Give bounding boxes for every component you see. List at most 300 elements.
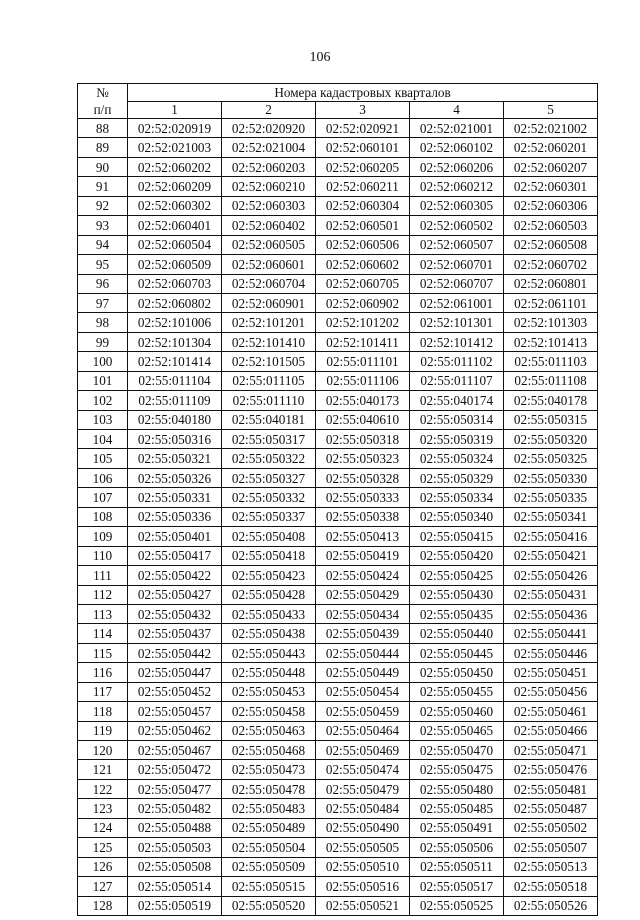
cadastral-number-cell: 02:55:050459 (316, 702, 410, 721)
cadastral-number-cell: 02:52:101006 (128, 313, 222, 332)
cadastral-number-cell: 02:55:050460 (410, 702, 504, 721)
cadastral-number-cell: 02:55:050469 (316, 741, 410, 760)
cadastral-number-cell: 02:55:050471 (504, 741, 598, 760)
table-row (78, 760, 598, 779)
cadastral-number-cell: 02:52:060102 (410, 138, 504, 157)
cadastral-number-cell: 02:55:050508 (128, 857, 222, 876)
cadastral-number-cell: 02:55:050432 (128, 604, 222, 623)
row-number-cell: 88 (78, 119, 128, 138)
table-row (78, 293, 598, 312)
cadastral-number-cell: 02:52:020919 (128, 119, 222, 138)
cadastral-number-cell: 02:55:011109 (128, 391, 222, 410)
cadastral-number-cell: 02:55:050320 (504, 430, 598, 449)
cadastral-number-cell: 02:55:040610 (316, 410, 410, 429)
cadastral-number-cell: 02:55:050340 (410, 507, 504, 526)
table-row (78, 624, 598, 643)
cadastral-number-cell: 02:55:050519 (128, 896, 222, 915)
cadastral-number-cell: 02:52:060304 (316, 196, 410, 215)
table-row (78, 449, 598, 468)
cadastral-number-cell: 02:55:050507 (504, 838, 598, 857)
cadastral-number-cell: 02:55:050431 (504, 585, 598, 604)
cadastral-number-cell: 02:52:060207 (504, 157, 598, 176)
table-row (78, 235, 598, 254)
cadastral-number-cell: 02:55:050491 (410, 818, 504, 837)
row-number-cell: 109 (78, 527, 128, 546)
table-row (78, 119, 598, 138)
table-header (78, 84, 598, 119)
cadastral-number-cell: 02:52:021001 (410, 119, 504, 138)
cadastral-number-cell: 02:55:050484 (316, 799, 410, 818)
cadastral-number-cell: 02:52:060802 (128, 293, 222, 312)
cadastral-number-cell: 02:55:050433 (222, 604, 316, 623)
cadastral-number-cell: 02:52:060704 (222, 274, 316, 293)
cadastral-number-cell: 02:55:050461 (504, 702, 598, 721)
table-row (78, 138, 598, 157)
cadastral-number-cell: 02:52:101202 (316, 313, 410, 332)
cadastral-number-cell: 02:55:050450 (410, 663, 504, 682)
row-number-cell: 107 (78, 488, 128, 507)
cadastral-number-cell: 02:55:011105 (222, 371, 316, 390)
cadastral-number-cell: 02:55:040178 (504, 391, 598, 410)
cadastral-number-cell: 02:55:011106 (316, 371, 410, 390)
cadastral-number-cell: 02:55:050485 (410, 799, 504, 818)
cadastral-number-cell: 02:55:050314 (410, 410, 504, 429)
table-row (78, 274, 598, 293)
row-number-cell: 118 (78, 702, 128, 721)
cadastral-number-cell: 02:55:050325 (504, 449, 598, 468)
table-row (78, 371, 598, 390)
row-number-cell: 96 (78, 274, 128, 293)
cadastral-number-cell: 02:55:050451 (504, 663, 598, 682)
cadastral-number-cell: 02:52:060205 (316, 157, 410, 176)
cadastral-number-cell: 02:55:050421 (504, 546, 598, 565)
cadastral-number-cell: 02:55:050419 (316, 546, 410, 565)
cadastral-number-cell: 02:55:050490 (316, 818, 410, 837)
cadastral-number-cell: 02:55:050503 (128, 838, 222, 857)
cadastral-number-cell: 02:55:050445 (410, 643, 504, 662)
table-row (78, 663, 598, 682)
row-number-cell: 101 (78, 371, 128, 390)
cadastral-number-cell: 02:55:050457 (128, 702, 222, 721)
cadastral-number-cell: 02:55:050505 (316, 838, 410, 857)
cadastral-number-cell: 02:55:050477 (128, 779, 222, 798)
cadastral-number-cell: 02:55:050514 (128, 877, 222, 896)
row-number-cell: 103 (78, 410, 128, 429)
cadastral-number-cell: 02:55:050329 (410, 468, 504, 487)
row-number-cell: 126 (78, 857, 128, 876)
cadastral-number-cell: 02:55:050316 (128, 430, 222, 449)
cadastral-number-cell: 02:55:040173 (316, 391, 410, 410)
cadastral-number-cell: 02:55:050526 (504, 896, 598, 915)
cadastral-number-cell: 02:52:021004 (222, 138, 316, 157)
cadastral-number-cell: 02:55:050418 (222, 546, 316, 565)
row-number-cell: 108 (78, 507, 128, 526)
row-number-cell: 91 (78, 177, 128, 196)
cadastral-number-cell: 02:55:050453 (222, 682, 316, 701)
cadastral-number-cell: 02:55:050336 (128, 507, 222, 526)
row-number-cell: 112 (78, 585, 128, 604)
table-row (78, 896, 598, 915)
cadastral-number-cell: 02:52:020921 (316, 119, 410, 138)
cadastral-number-cell: 02:52:060504 (128, 235, 222, 254)
cadastral-number-cell: 02:55:050424 (316, 566, 410, 585)
cadastral-number-cell: 02:55:050428 (222, 585, 316, 604)
table-row (78, 527, 598, 546)
table-row (78, 702, 598, 721)
cadastral-number-cell: 02:55:011108 (504, 371, 598, 390)
column-header: 5 (504, 102, 598, 119)
cadastral-number-cell: 02:55:011104 (128, 371, 222, 390)
cadastral-number-cell: 02:52:060402 (222, 216, 316, 235)
cadastral-number-cell: 02:52:021003 (128, 138, 222, 157)
cadastral-number-cell: 02:55:050463 (222, 721, 316, 740)
cadastral-number-cell: 02:55:011107 (410, 371, 504, 390)
cadastral-number-cell: 02:55:050337 (222, 507, 316, 526)
cadastral-number-cell: 02:55:050482 (128, 799, 222, 818)
cadastral-number-cell: 02:52:101304 (128, 332, 222, 351)
table-row (78, 721, 598, 740)
cadastral-number-cell: 02:52:060203 (222, 157, 316, 176)
cadastral-number-cell: 02:52:101410 (222, 332, 316, 351)
cadastral-number-cell: 02:55:050331 (128, 488, 222, 507)
cadastral-number-cell: 02:52:060801 (504, 274, 598, 293)
cadastral-number-cell: 02:52:060507 (410, 235, 504, 254)
cadastral-number-cell: 02:55:050434 (316, 604, 410, 623)
cadastral-number-cell: 02:55:050423 (222, 566, 316, 585)
cadastral-number-cell: 02:55:050417 (128, 546, 222, 565)
cadastral-number-cell: 02:55:050327 (222, 468, 316, 487)
cadastral-number-cell: 02:52:060701 (410, 255, 504, 274)
table-row (78, 391, 598, 410)
cadastral-number-cell: 02:52:060302 (128, 196, 222, 215)
cadastral-number-cell: 02:52:060209 (128, 177, 222, 196)
cadastral-number-cell: 02:52:060508 (504, 235, 598, 254)
table-row (78, 877, 598, 896)
table-row (78, 585, 598, 604)
cadastral-number-cell: 02:55:050466 (504, 721, 598, 740)
cadastral-number-cell: 02:55:050427 (128, 585, 222, 604)
cadastral-number-cell: 02:55:050333 (316, 488, 410, 507)
cadastral-number-cell: 02:52:101301 (410, 313, 504, 332)
cadastral-number-cell: 02:55:050324 (410, 449, 504, 468)
cadastral-number-cell: 02:52:060505 (222, 235, 316, 254)
cadastral-number-cell: 02:55:050480 (410, 779, 504, 798)
cadastral-number-cell: 02:52:060210 (222, 177, 316, 196)
cadastral-number-cell: 02:55:050401 (128, 527, 222, 546)
cadastral-number-cell: 02:52:101303 (504, 313, 598, 332)
cadastral-quarters-table (77, 83, 598, 916)
table-row (78, 566, 598, 585)
cadastral-number-cell: 02:55:011110 (222, 391, 316, 410)
table-row (78, 216, 598, 235)
cadastral-number-cell: 02:55:050473 (222, 760, 316, 779)
cadastral-number-cell: 02:55:050479 (316, 779, 410, 798)
cadastral-number-cell: 02:55:050452 (128, 682, 222, 701)
table-row (78, 352, 598, 371)
table-row (78, 857, 598, 876)
row-number-cell: 125 (78, 838, 128, 857)
table-row (78, 488, 598, 507)
cadastral-number-cell: 02:55:040174 (410, 391, 504, 410)
row-number-cell: 90 (78, 157, 128, 176)
cadastral-number-cell: 02:52:060305 (410, 196, 504, 215)
cadastral-number-cell: 02:55:050442 (128, 643, 222, 662)
row-number-header (78, 84, 128, 119)
table-row (78, 255, 598, 274)
cadastral-number-cell: 02:52:101411 (316, 332, 410, 351)
cadastral-number-cell: 02:55:050488 (128, 818, 222, 837)
cadastral-number-cell: 02:55:050321 (128, 449, 222, 468)
row-number-cell: 110 (78, 546, 128, 565)
cadastral-number-cell: 02:55:050478 (222, 779, 316, 798)
row-number-cell: 121 (78, 760, 128, 779)
row-number-cell: 104 (78, 430, 128, 449)
cadastral-number-cell: 02:52:060201 (504, 138, 598, 157)
cadastral-number-cell: 02:52:101413 (504, 332, 598, 351)
cadastral-number-cell: 02:55:050408 (222, 527, 316, 546)
cadastral-number-cell: 02:55:050517 (410, 877, 504, 896)
row-number-cell: 102 (78, 391, 128, 410)
table-row (78, 779, 598, 798)
row-number-cell: 116 (78, 663, 128, 682)
table-row (78, 313, 598, 332)
cadastral-number-cell: 02:55:050326 (128, 468, 222, 487)
cadastral-number-cell: 02:55:050317 (222, 430, 316, 449)
row-number-cell: 105 (78, 449, 128, 468)
cadastral-number-cell: 02:55:050521 (316, 896, 410, 915)
cadastral-number-cell: 02:55:050335 (504, 488, 598, 507)
cadastral-number-cell: 02:55:050413 (316, 527, 410, 546)
cadastral-number-cell: 02:52:060703 (128, 274, 222, 293)
cadastral-number-cell: 02:55:050332 (222, 488, 316, 507)
cadastral-number-cell: 02:52:060503 (504, 216, 598, 235)
table-row (78, 682, 598, 701)
cadastral-number-cell: 02:55:050438 (222, 624, 316, 643)
cadastral-number-cell: 02:55:050430 (410, 585, 504, 604)
cadastral-number-cell: 02:55:050429 (316, 585, 410, 604)
table-row (78, 838, 598, 857)
cadastral-number-cell: 02:55:050322 (222, 449, 316, 468)
cadastral-number-cell: 02:52:060101 (316, 138, 410, 157)
cadastral-number-cell: 02:52:060601 (222, 255, 316, 274)
cadastral-number-cell: 02:55:050462 (128, 721, 222, 740)
table-row (78, 741, 598, 760)
cadastral-number-cell: 02:55:050506 (410, 838, 504, 857)
cadastral-number-cell: 02:55:050440 (410, 624, 504, 643)
cadastral-number-cell: 02:55:050315 (504, 410, 598, 429)
row-number-cell: 127 (78, 877, 128, 896)
cadastral-number-cell: 02:52:060303 (222, 196, 316, 215)
cadastral-number-cell: 02:52:060702 (504, 255, 598, 274)
row-number-cell: 124 (78, 818, 128, 837)
cadastral-number-cell: 02:55:050511 (410, 857, 504, 876)
row-number-cell: 113 (78, 604, 128, 623)
cadastral-number-cell: 02:55:050515 (222, 877, 316, 896)
row-number-cell: 106 (78, 468, 128, 487)
cadastral-number-cell: 02:52:060206 (410, 157, 504, 176)
cadastral-number-cell: 02:55:050502 (504, 818, 598, 837)
cadastral-number-cell: 02:52:060707 (410, 274, 504, 293)
cadastral-number-cell: 02:55:040181 (222, 410, 316, 429)
cadastral-number-cell: 02:55:050330 (504, 468, 598, 487)
cadastral-number-cell: 02:52:101414 (128, 352, 222, 371)
cadastral-number-cell: 02:55:050454 (316, 682, 410, 701)
cadastral-number-cell: 02:55:050426 (504, 566, 598, 585)
page-number: 106 (309, 50, 331, 65)
row-number-cell: 117 (78, 682, 128, 701)
cadastral-number-cell: 02:52:060509 (128, 255, 222, 274)
table-row (78, 332, 598, 351)
cadastral-number-cell: 02:55:050435 (410, 604, 504, 623)
cadastral-number-cell: 02:55:050516 (316, 877, 410, 896)
row-number-cell: 128 (78, 896, 128, 915)
cadastral-number-cell: 02:52:020920 (222, 119, 316, 138)
table-row (78, 410, 598, 429)
cadastral-number-cell: 02:55:050458 (222, 702, 316, 721)
cadastral-number-cell: 02:55:050341 (504, 507, 598, 526)
cadastral-number-cell: 02:55:050416 (504, 527, 598, 546)
cadastral-number-cell: 02:55:050504 (222, 838, 316, 857)
cadastral-number-cell: 02:55:050447 (128, 663, 222, 682)
cadastral-number-cell: 02:52:101201 (222, 313, 316, 332)
row-number-cell: 99 (78, 332, 128, 351)
cadastral-number-cell: 02:55:050510 (316, 857, 410, 876)
column-header: 1 (128, 102, 222, 119)
cadastral-number-cell: 02:55:050465 (410, 721, 504, 740)
row-number-cell: 100 (78, 352, 128, 371)
row-number-cell: 114 (78, 624, 128, 643)
cadastral-number-cell: 02:52:061101 (504, 293, 598, 312)
row-number-header-top: № (96, 85, 109, 100)
table-row (78, 157, 598, 176)
row-number-cell: 97 (78, 293, 128, 312)
cadastral-number-cell: 02:55:050472 (128, 760, 222, 779)
table-row (78, 196, 598, 215)
table-row (78, 546, 598, 565)
cadastral-number-cell: 02:55:050448 (222, 663, 316, 682)
cadastral-number-cell: 02:55:050323 (316, 449, 410, 468)
cadastral-number-cell: 02:55:050525 (410, 896, 504, 915)
cadastral-number-cell: 02:55:050318 (316, 430, 410, 449)
row-number-cell: 92 (78, 196, 128, 215)
cadastral-number-cell: 02:52:060301 (504, 177, 598, 196)
row-number-cell: 122 (78, 779, 128, 798)
cadastral-number-cell: 02:52:061001 (410, 293, 504, 312)
row-number-cell: 111 (78, 566, 128, 585)
cadastral-number-cell: 02:52:060901 (222, 293, 316, 312)
cadastral-number-cell: 02:55:050456 (504, 682, 598, 701)
cadastral-number-cell: 02:55:050513 (504, 857, 598, 876)
cadastral-number-cell: 02:52:101412 (410, 332, 504, 351)
cadastral-number-cell: 02:55:011103 (504, 352, 598, 371)
cadastral-number-cell: 02:55:050319 (410, 430, 504, 449)
cadastral-number-cell: 02:55:050425 (410, 566, 504, 585)
cadastral-number-cell: 02:52:060306 (504, 196, 598, 215)
row-number-cell: 94 (78, 235, 128, 254)
row-number-cell: 98 (78, 313, 128, 332)
cadastral-number-cell: 02:52:060705 (316, 274, 410, 293)
cadastral-number-cell: 02:52:060502 (410, 216, 504, 235)
table-row (78, 507, 598, 526)
cadastral-number-cell: 02:55:050436 (504, 604, 598, 623)
cadastral-number-cell: 02:55:050422 (128, 566, 222, 585)
cadastral-number-cell: 02:52:060202 (128, 157, 222, 176)
table-row (78, 430, 598, 449)
cadastral-number-cell: 02:55:050455 (410, 682, 504, 701)
table-row (78, 643, 598, 662)
cadastral-number-cell: 02:52:101505 (222, 352, 316, 371)
table-row (78, 177, 598, 196)
cadastral-number-cell: 02:55:050474 (316, 760, 410, 779)
cadastral-number-cell: 02:55:050334 (410, 488, 504, 507)
cadastral-number-cell: 02:55:050468 (222, 741, 316, 760)
cadastral-number-cell: 02:55:050439 (316, 624, 410, 643)
row-number-cell: 95 (78, 255, 128, 274)
cadastral-number-cell: 02:55:050449 (316, 663, 410, 682)
cadastral-number-cell: 02:55:050483 (222, 799, 316, 818)
cadastral-number-cell: 02:55:050420 (410, 546, 504, 565)
row-number-cell: 123 (78, 799, 128, 818)
row-number-cell: 89 (78, 138, 128, 157)
cadastral-number-cell: 02:55:050470 (410, 741, 504, 760)
cadastral-number-cell: 02:55:040180 (128, 410, 222, 429)
cadastral-number-cell: 02:55:050328 (316, 468, 410, 487)
table-row (78, 799, 598, 818)
table-row (78, 604, 598, 623)
cadastral-number-cell: 02:55:050489 (222, 818, 316, 837)
cadastral-number-cell: 02:55:050518 (504, 877, 598, 896)
cadastral-number-cell: 02:55:050444 (316, 643, 410, 662)
cadastral-number-cell: 02:55:050338 (316, 507, 410, 526)
cadastral-number-cell: 02:55:011101 (316, 352, 410, 371)
cadastral-number-cell: 02:55:050509 (222, 857, 316, 876)
column-header: 4 (410, 102, 504, 119)
cadastral-number-cell: 02:52:060602 (316, 255, 410, 274)
row-number-header-bottom: п/п (93, 102, 112, 117)
cadastral-number-cell: 02:55:050520 (222, 896, 316, 915)
cadastral-number-cell: 02:52:060902 (316, 293, 410, 312)
group-header: Номера кадастровых кварталов (128, 84, 598, 102)
cadastral-number-cell: 02:52:060506 (316, 235, 410, 254)
cadastral-number-cell: 02:55:050475 (410, 760, 504, 779)
cadastral-number-cell: 02:52:060211 (316, 177, 410, 196)
row-number-cell: 120 (78, 741, 128, 760)
cadastral-number-cell: 02:55:050464 (316, 721, 410, 740)
cadastral-number-cell: 02:55:050467 (128, 741, 222, 760)
cadastral-number-cell: 02:52:060212 (410, 177, 504, 196)
cadastral-number-cell: 02:55:011102 (410, 352, 504, 371)
column-header: 3 (316, 102, 410, 119)
cadastral-number-cell: 02:55:050441 (504, 624, 598, 643)
row-number-cell: 115 (78, 643, 128, 662)
cadastral-number-cell: 02:55:050443 (222, 643, 316, 662)
table-body (78, 119, 598, 916)
cadastral-number-cell: 02:55:050481 (504, 779, 598, 798)
cadastral-number-cell: 02:55:050446 (504, 643, 598, 662)
table-row (78, 468, 598, 487)
column-header: 2 (222, 102, 316, 119)
row-number-cell: 119 (78, 721, 128, 740)
cadastral-number-cell: 02:55:050437 (128, 624, 222, 643)
cadastral-number-cell: 02:55:050476 (504, 760, 598, 779)
table-row (78, 818, 598, 837)
cadastral-number-cell: 02:52:060501 (316, 216, 410, 235)
cadastral-number-cell: 02:55:050415 (410, 527, 504, 546)
row-number-cell: 93 (78, 216, 128, 235)
cadastral-number-cell: 02:52:060401 (128, 216, 222, 235)
cadastral-number-cell: 02:52:021002 (504, 119, 598, 138)
cadastral-number-cell: 02:55:050487 (504, 799, 598, 818)
